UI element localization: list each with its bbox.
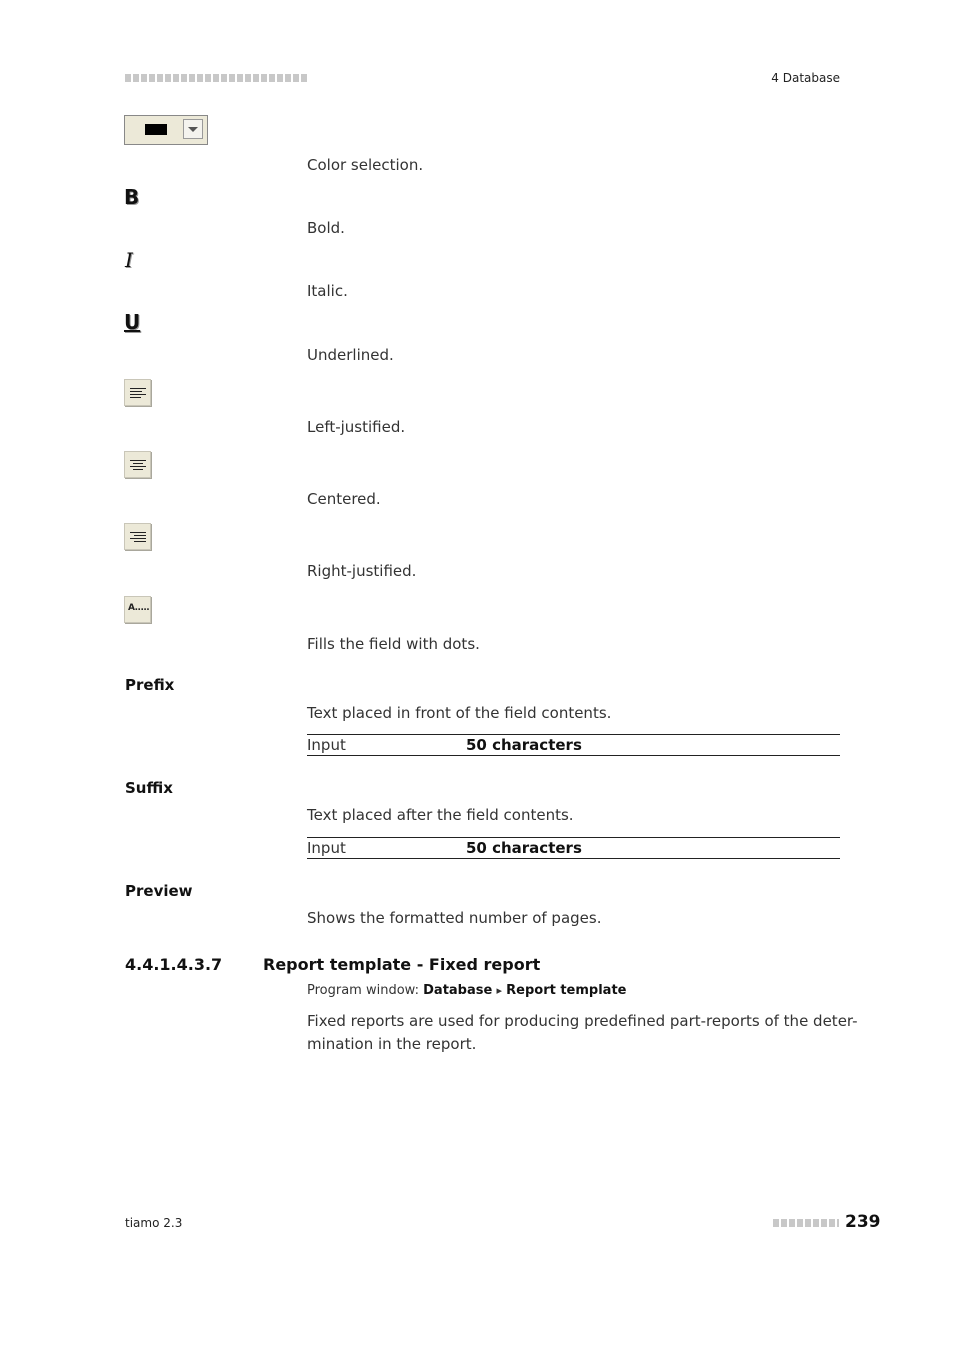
suffix-input-value: 50 characters <box>466 839 582 857</box>
program-path <box>307 983 626 998</box>
bold-icon: B <box>124 185 140 209</box>
align-left-icon <box>124 379 151 406</box>
align-right-icon <box>124 523 151 550</box>
program-path-prefix: Program window: <box>307 983 419 998</box>
section-body-line1: Fixed reports are used for producing predefined part-reports of the deter- <box>307 1012 858 1030</box>
section-body-line2: mination in the report. <box>307 1035 477 1053</box>
chevron-down-icon <box>183 119 203 139</box>
align-left-desc: Left-justified. <box>307 418 406 436</box>
prefix-desc: Text placed in front of the field contents. <box>307 704 612 722</box>
product-name: tiamo 2.3 <box>125 1216 183 1230</box>
prefix-label: Prefix <box>125 676 175 694</box>
fill-dots-icon <box>124 596 151 623</box>
suffix-desc: Text placed after the field contents. <box>307 806 574 824</box>
section-number: 4.4.1.4.3.7 <box>125 955 223 974</box>
underline-desc: Underlined. <box>307 346 394 364</box>
program-path-report-template: Report template <box>506 983 627 998</box>
suffix-input-table <box>307 837 840 859</box>
color-selection-icon <box>124 115 208 145</box>
align-center-desc: Centered. <box>307 490 381 508</box>
prefix-input-key: Input <box>307 736 346 754</box>
italic-icon: I <box>125 248 133 272</box>
align-center-icon <box>124 451 151 478</box>
suffix-input-key: Input <box>307 839 346 857</box>
color-selection-desc: Color selection. <box>307 156 424 174</box>
chapter-title: 4 Database <box>771 71 840 85</box>
program-path-separator: ▸ <box>496 984 502 997</box>
header-decoration <box>125 74 307 82</box>
prefix-input-value: 50 characters <box>466 736 582 754</box>
italic-desc: Italic. <box>307 282 348 300</box>
page-number: 239 <box>845 1212 881 1232</box>
underline-icon: U <box>124 310 141 334</box>
footer-decoration <box>773 1219 839 1227</box>
align-right-desc: Right-justified. <box>307 562 417 580</box>
fill-dots-glyph: A..... <box>128 603 150 613</box>
bold-desc: Bold. <box>307 219 345 237</box>
preview-label: Preview <box>125 882 193 900</box>
prefix-input-table <box>307 734 840 756</box>
preview-desc: Shows the formatted number of pages. <box>307 909 602 927</box>
section-title: Report template - Fixed report <box>263 955 541 974</box>
suffix-label: Suffix <box>125 779 173 797</box>
fill-dots-desc: Fills the field with dots. <box>307 635 480 653</box>
program-path-database: Database <box>423 983 493 998</box>
